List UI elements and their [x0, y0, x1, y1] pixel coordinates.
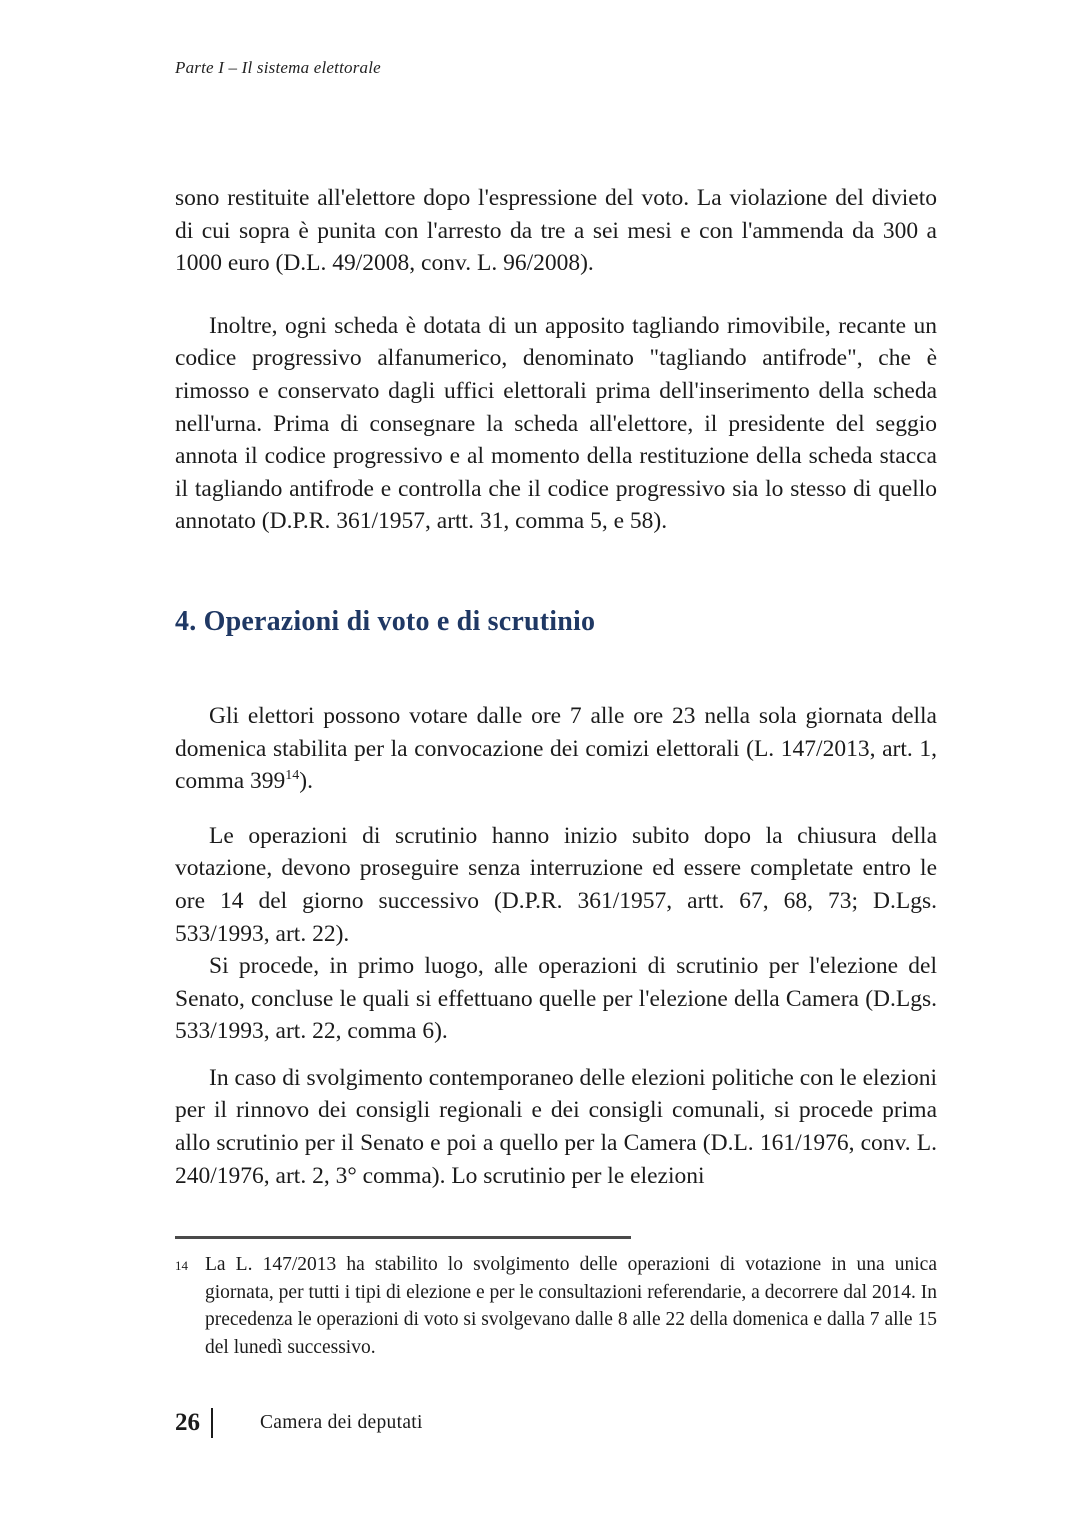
paragraph-tagliando-antifrode: Inoltre, ogni scheda è dotata di un apposito tagliando rimovibile, recante un codice progressivo alfanumerico, denominato "tagliando antifrode", che è rimosso e conservato dagli uffici elettorali prima dell'inserimento della scheda nell'urna. Prima di consegnare la scheda all'elettore, il presidente del seggio annota il codice progressivo e al momento della restituzione della scheda stacca il tagliando antifrode e controlla che il codice progressivo sia lo stesso di quello annotato (D.P.R. 361/1957, artt. 31, comma 5, e 58).: [175, 312, 937, 535]
footnote-separator-rule: [175, 1236, 631, 1239]
section-heading: 4. Operazioni di voto e di scrutinio: [175, 605, 596, 637]
running-header: Parte I – Il sistema elettorale: [175, 58, 381, 77]
paragraph-elezioni-contemporanee: In caso di svolgimento contemporaneo delle elezioni politiche con le elezioni per il rinnovo dei consigli regionali e dei consigli comunali, si procede prima allo scrutinio per il Senato e poi a quello per la Camera (D.L. 161/1976, conv. L. 240/1976, art. 2, 3° comma). Lo scrutinio per le elezioni: [175, 1064, 937, 1189]
page-content: [175, 0, 937, 1361]
footnote-marker: 14: [175, 1258, 188, 1274]
body-text: [175, 182, 937, 1192]
page-number: 26: [175, 1409, 200, 1436]
paragraph-continuation: sono restituite all'elettore dopo l'espressione del voto. La violazione del divieto di cui sopra è punita con l'arresto da tre a sei mesi e con l'ammenda da 300 a 1000 euro (D.L. 49/2008, conv. L. 96/2008).: [175, 185, 937, 277]
page-footer: [175, 1408, 937, 1438]
footer-divider: [211, 1408, 213, 1438]
publisher-title: Camera dei deputati: [260, 1412, 423, 1433]
paragraph-ordine-scrutinio: Si procede, in primo luogo, alle operazioni di scrutinio per l'elezione del Senato, concluse le quali si effettuano quelle per l'elezione della Camera (D.Lgs. 533/1993, art. 22, comma 6).: [175, 953, 937, 1045]
footnote-reference-14: 14: [285, 768, 300, 784]
footnote: [175, 1251, 937, 1361]
paragraph-orari-voto-text: Gli elettori possono votare dalle ore 7 alle ore 23 nella sola giornata della domenica stabilita per la convocazione dei comizi elettorali (L. 147/2013, art. 1, comma 399: [175, 702, 937, 795]
footnote-text: La L. 147/2013 ha stabilito lo svolgimento delle operazioni di votazione in una unica giornata, per tutti i tipi di elezione e per le consultazioni referendarie, a decorrere dal 2014. In precedenza le operazioni di voto si svolgevano dalle 8 alle 22 della domenica e dalla 7 alle 15 del lunedì successivo.: [205, 1254, 937, 1358]
paragraph-orari-voto-close: ).: [299, 768, 313, 795]
paragraph-orari-voto: [175, 700, 937, 798]
paragraph-scrutinio: Le operazioni di scrutinio hanno inizio subito dopo la chiusura della votazione, devono proseguire senza interruzione ed essere completate entro le ore 14 del giorno successivo (D.P.R. 361/1957, artt. 67, 68, 73; D.Lgs. 533/1993, art. 22).: [175, 822, 937, 947]
